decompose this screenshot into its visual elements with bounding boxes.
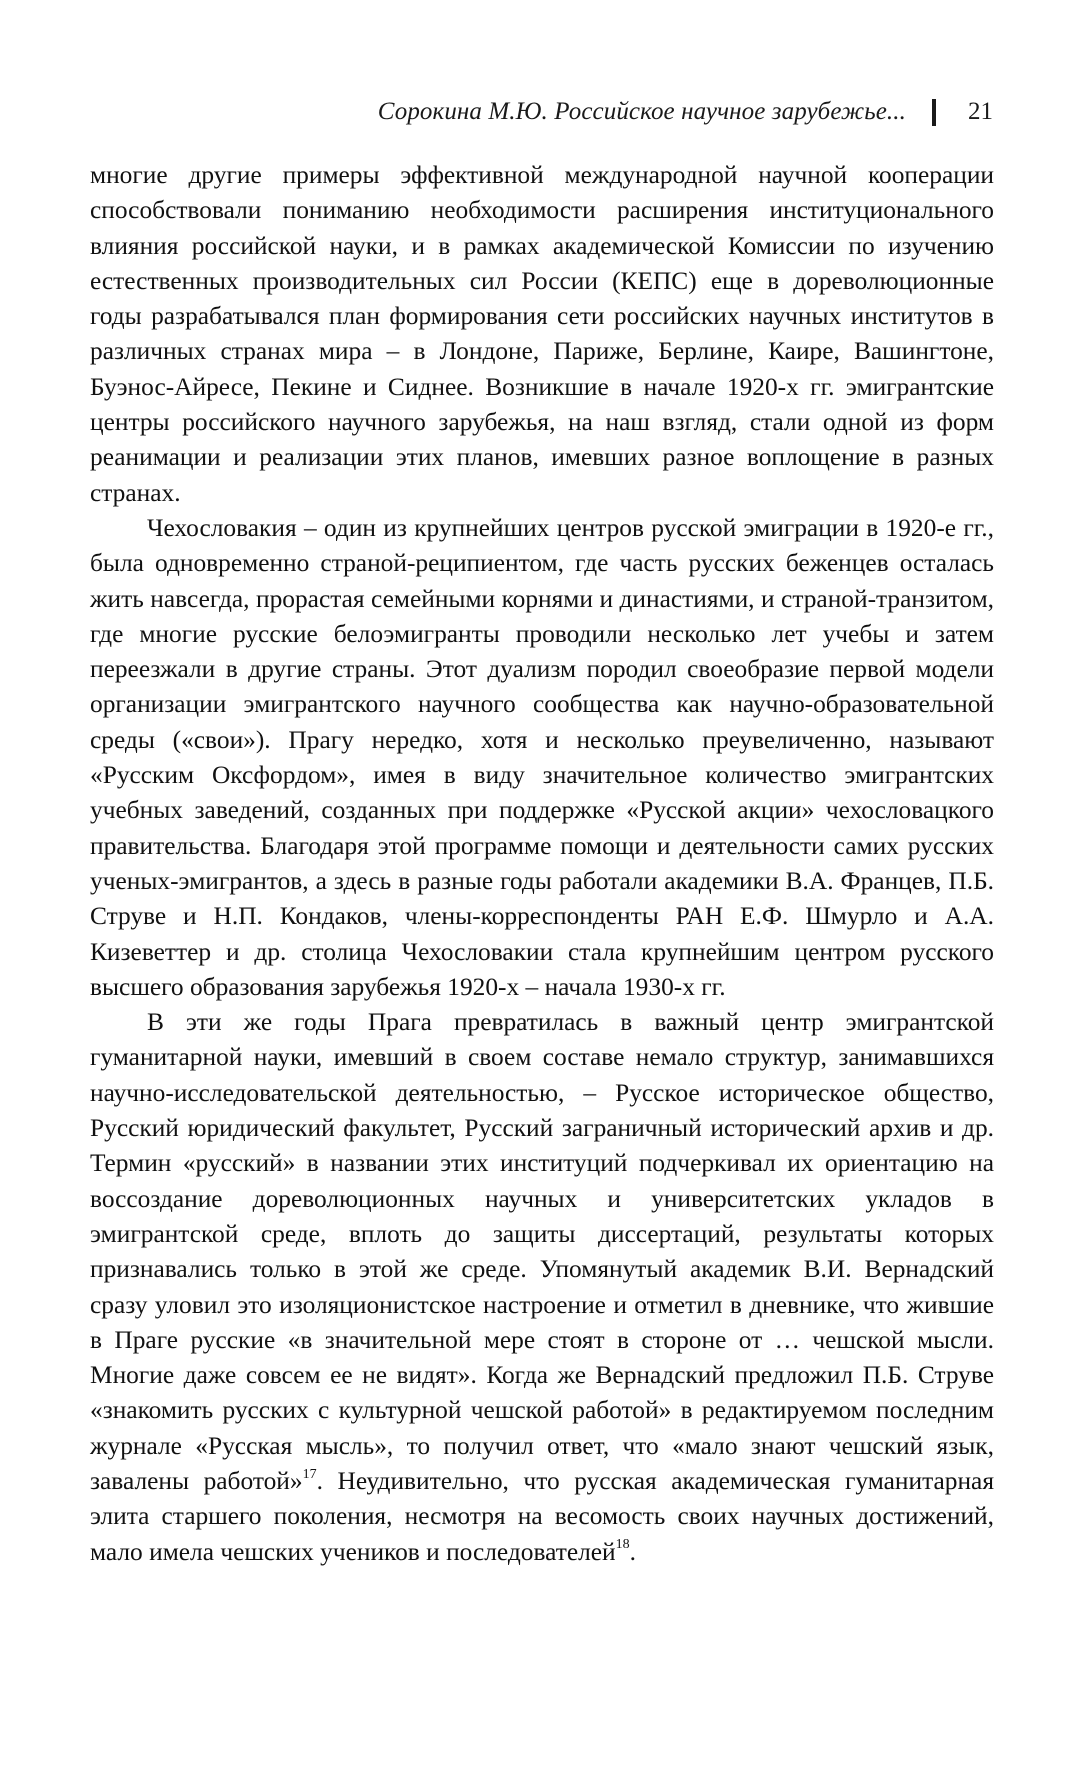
paragraph-prague-text-1: В эти же годы Прага превратилась в важный центр эмигрантской гуманитарной науки, имевший в своем составе немало структур, занимавшихся научно-исследовательской деятельностью, – Русское историческое общество, Русский юридический факультет, Русский заграничный исторический архив и др. Термин «русский» в названии этих институций подчеркивал их ориентацию на воссоздание дореволюционных научных и университетских укладов в эмигрантской среде, вплоть до защиты диссертаций, результаты которых признавались только в этой же среде. Упомянутый академик В.И. Вернадский сразу уловил это изоляционистское настроение и отметил в дневнике, что жившие в Праге русские «в значительной мере стоят в стороне от … чешской мысли. Многие даже совсем ее не видят». Когда же Вернадский предложил П.Б. Струве «знакомить русских с культурной чешской работой» в редактируемом последним журнале «Русская мысль», то получил ответ, что «мало знают чешский язык, завалены работой»	[90, 1008, 994, 1495]
body-text	[90, 158, 994, 1570]
footnote-ref-18: 18	[615, 1537, 630, 1553]
page-number: 21	[968, 98, 993, 125]
paragraph-prague-text-end: .	[629, 1537, 636, 1566]
running-head	[378, 92, 993, 132]
paragraph-continued: многие другие примеры эффективной международной научной кооперации способствовали пониманию необходимости расширения институционального влияния российской науки, и в рамках академической Комиссии по изучению естественных производительных сил России (КЕПС) еще в дореволюционные годы разрабатывался план формирования сети российских научных институтов в различных странах мира – в Лондоне, Париже, Берлине, Каире, Вашингтоне, Буэнос-Айресе, Пекине и Сиднее. Возникшие в начале 1920-х гг. эмигрантские центры российского научного зарубежья, на наш взгляд, стали одной из форм реанимации и реализации этих планов, имевших разное воплощение в разных странах.	[90, 161, 994, 507]
paragraph-czechoslovakia: Чехословакия – один из крупнейших центров русской эмиграции в 1920-е гг., была одновременно страной-реципиентом, где часть русских беженцев осталась жить навсегда, прорастая семейными корнями и династиями, и страной-транзитом, где многие русские белоэмигранты проводили несколько лет учебы и затем переезжали в другие страны. Этот дуализм породил своеобразие первой модели организации эмигрантского научного сообщества как научно-образовательной среды («свои»). Прагу нередко, хотя и несколько преувеличенно, называют «Русским Оксфордом», имея в виду значительное количество эмигрантских учебных заведений, созданных при поддержке «Русской акции» чехословацкого правительства. Благодаря этой программе помощи и деятельности самих русских ученых-эмигрантов, а здесь в разные годы работали академики В.А. Францев, П.Б. Струве и Н.П. Кондаков, члены-корреспонденты РАН Е.Ф. Шмурло и А.А. Кизеветтер и др. столица Чехословакии стала крупнейшим центром русского высшего образования зарубежья 1920-х – начала 1930-х гг.	[90, 513, 994, 1001]
header-separator-bar	[932, 99, 936, 126]
running-title: Сорокина М.Ю. Российское научное зарубежье...	[377, 98, 906, 125]
paragraph-prague	[90, 1005, 994, 1570]
footnote-ref-17: 17	[302, 1466, 317, 1482]
paragraph-prague-text-2: . Неудивительно, что русская академическая гуманитарная элита старшего поколения, несмотря на весомость своих научных достижений, мало имела чешских учеников и последователей	[90, 1466, 994, 1566]
